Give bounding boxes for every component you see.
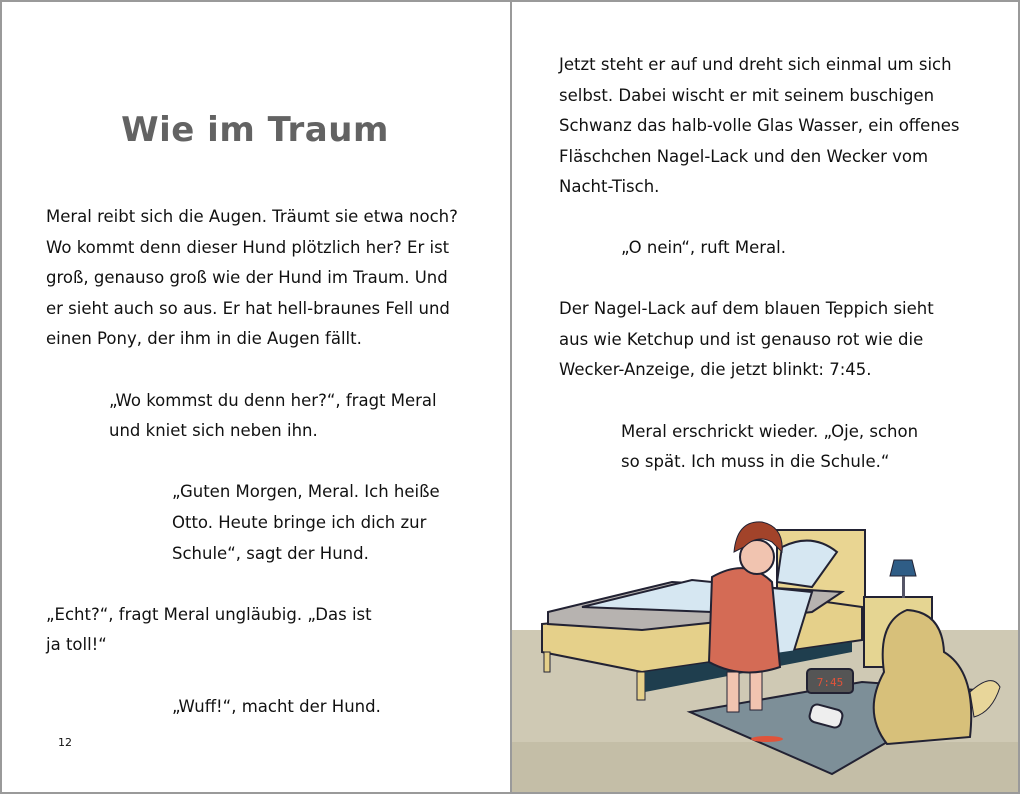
text-line: ja toll!“ [46,635,107,655]
text-line: „Wuff!“, macht der Hund. [172,696,381,716]
text-line: „Guten Morgen, Meral. Ich heiße [172,482,440,502]
text-line: Schwanz das halb-volle Glas Wasser, ein offenes [559,116,960,135]
text-line: Nacht-Tisch. [559,177,660,196]
text-line: Schule“, sagt der Hund. [172,543,369,563]
text-line: „Wo kommst du denn her?“, fragt Meral [109,390,437,410]
text-line: und kniet sich neben ihn. [109,421,318,441]
text-line: Fläschchen Nagel-Lack und den Wecker vom [559,146,929,166]
text-line: einen Pony, der ihm in die Augen fällt. [46,329,362,349]
clock-display: 7:45 [816,676,844,689]
page-number: 12 [58,736,72,749]
text-line: „Echt?“, fragt Meral ungläubig. „Das ist [46,604,372,624]
text-line: groß, genauso groß wie der Hund im Traum. Und [46,268,448,288]
text-line: aus wie Ketchup und ist genauso rot wie die [559,329,924,349]
text-line: Meral erschrickt wieder. „Oje, schon [621,421,919,441]
text-line: „O nein“, ruft Meral. [621,238,786,258]
text-line: Jetzt steht er auf und dreht sich einmal um sich [559,55,952,74]
chapter-title: Wie im Traum [121,110,389,150]
text-line: Der Nagel-Lack auf dem blauen Teppich sieht [559,299,934,319]
text-line: so spät. Ich muss in die Schule.“ [621,452,890,472]
alarm-clock [807,669,853,693]
text-line: Wecker-Anzeige, die jetzt blinkt: 7:45. [559,360,872,380]
text-line: Otto. Heute bringe ich dich zur [172,513,427,532]
illustration-bedroom-girl-dog [512,512,1018,792]
text-line: er sieht auch so aus. Er hat hell-braunes Fell und [46,298,450,318]
text-line: Meral reibt sich die Augen. Träumt sie etwa noch? [46,207,458,226]
text-line: selbst. Dabei wischt er mit seinem buschigen [559,85,935,105]
text-line: Wo kommt denn dieser Hund plötzlich her? Er ist [46,237,450,257]
spilled-nail-polish [751,736,783,742]
